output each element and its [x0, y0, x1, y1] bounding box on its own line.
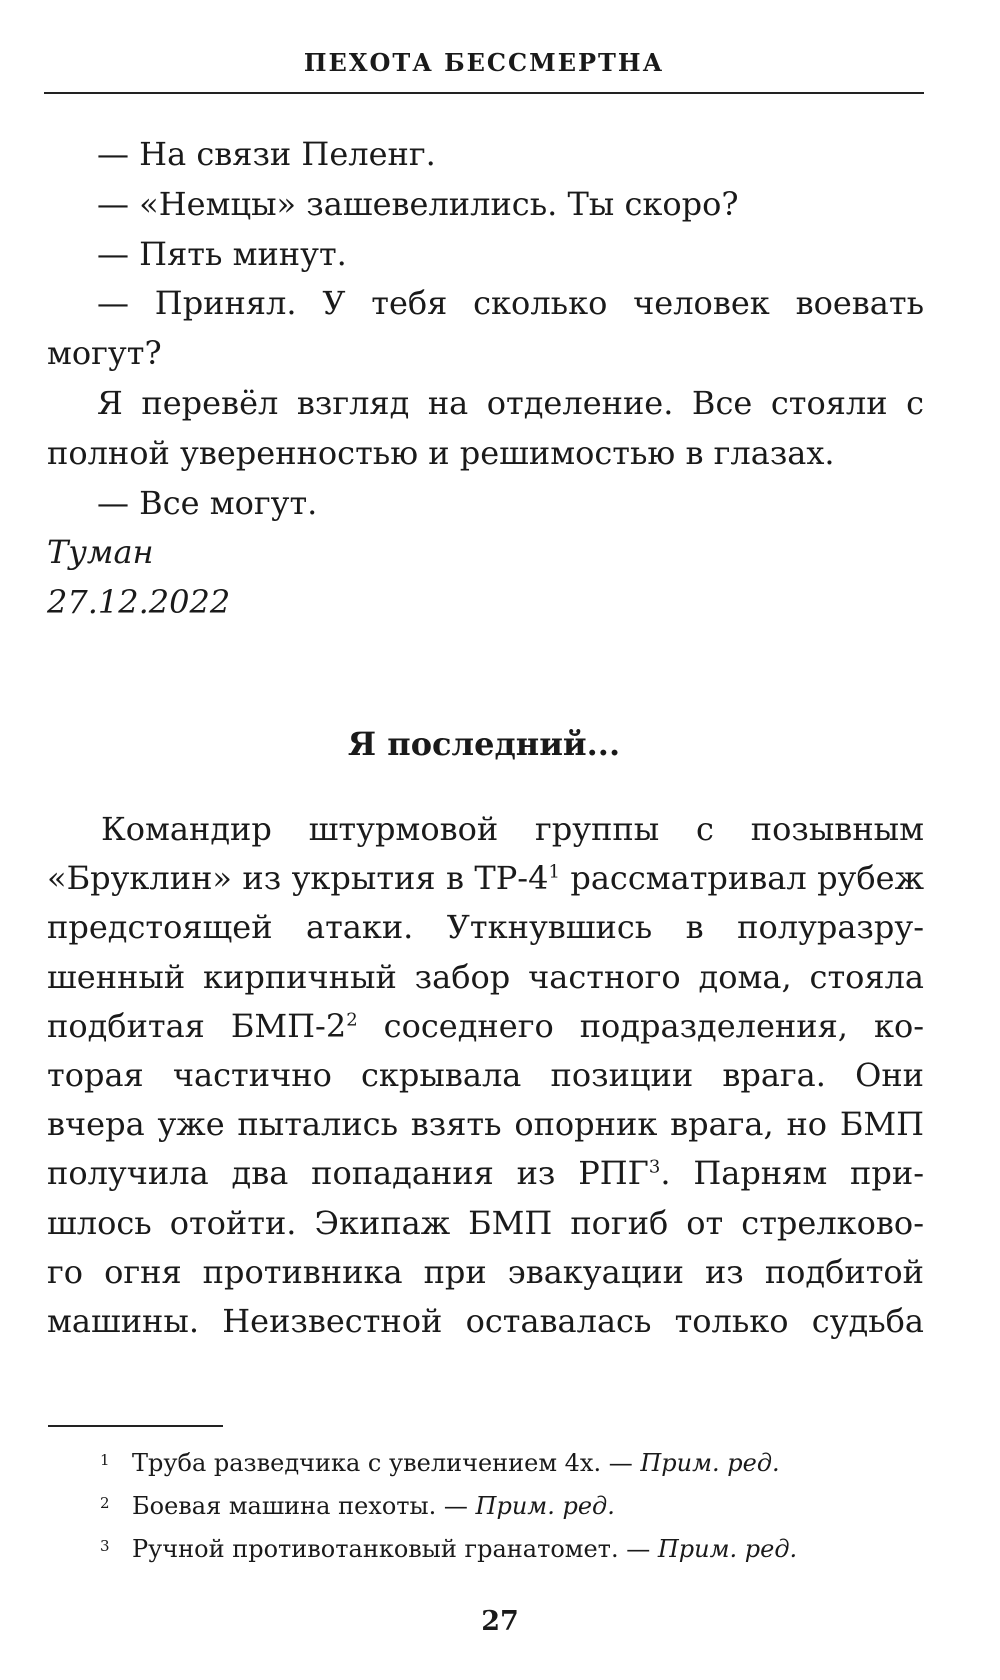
- story-line: Командир штурмовой группы с позывным: [101, 810, 924, 848]
- header-rule: [44, 92, 924, 94]
- story-line: машины. Неизвестной оставалась только судьба: [47, 1302, 924, 1341]
- dialogue-line: — Пять минут.: [97, 234, 347, 273]
- footnote-item: [100, 1440, 926, 1483]
- footnote-number: 3: [100, 1537, 110, 1555]
- story-line-part: подбитая БМП-2: [47, 1006, 347, 1045]
- footnote-text: Ручной противотанковый гранатомет. —: [132, 1535, 658, 1563]
- dialogue-line: — Принял. У тебя сколько человек воевать могут?: [47, 284, 924, 373]
- footnote-ref: 1: [548, 861, 560, 883]
- story-line: предстоящей атаки. Уткнувшись в полуразру-: [47, 908, 924, 947]
- dialogue-line: — На связи Пеленг.: [97, 135, 436, 173]
- dialogue-line: — Все могут.: [97, 483, 318, 522]
- footnote-number: 2: [100, 1494, 110, 1512]
- footnote-item: [100, 1483, 926, 1526]
- story-line-part: соседнего подразделения, ко-: [383, 1006, 925, 1045]
- dialogue-line: — «Немцы» зашевелились. Ты скоро?: [97, 184, 739, 223]
- story-line: го огня противника при эвакуации из подбитой: [47, 1252, 924, 1291]
- running-head: ПЕХОТА БЕССМЕРТНА: [303, 48, 665, 77]
- story-line: шенный кирпичный забор частного дома, стояла: [47, 957, 924, 996]
- story-line: [47, 1002, 924, 1051]
- story-line-part: получила два попадания из РПГ: [47, 1154, 649, 1193]
- story-line: торая частично скрывала позиции врага. Они: [47, 1056, 924, 1095]
- footnote-ref: 2: [346, 1009, 358, 1031]
- story-line-part: рассматривал рубеж: [570, 859, 925, 898]
- story-line: вчера уже пытались взять опорник врага, но БМП: [47, 1105, 924, 1144]
- footnote-editor-note: Прим. ред.: [657, 1535, 798, 1563]
- page-number: 27: [481, 1606, 519, 1637]
- section-title: Я последний...: [347, 725, 621, 763]
- footnote-editor-note: Прим. ред.: [475, 1492, 615, 1520]
- narration-paragraph: Я перевёл взгляд на отделение. Все стояли с полной уверенностью и решимостью в глазах.: [47, 383, 924, 472]
- story-line: [47, 1149, 924, 1198]
- dialogue-block: [47, 130, 924, 628]
- footnote-number: 1: [100, 1451, 110, 1469]
- signature-author: Туман: [47, 533, 154, 572]
- footnote-rule: [48, 1425, 223, 1427]
- story-line-part: . Парням при-: [660, 1154, 925, 1193]
- signature-date: 27.12.2022: [47, 583, 231, 622]
- footnote-text: Труба разведчика с увеличением 4х. —: [132, 1449, 641, 1477]
- story-line-part: «Бруклин» из укрытия в ТР-4: [47, 859, 549, 898]
- story-line: шлось отойти. Экипаж БМП погиб от стрелково-: [47, 1203, 924, 1242]
- story-paragraph: [47, 805, 924, 1346]
- footnote-editor-note: Прим. ред.: [640, 1449, 780, 1477]
- footnote-ref: 3: [648, 1156, 661, 1178]
- footnote-text: Боевая машина пехоты. —: [132, 1492, 476, 1520]
- story-line: [47, 854, 924, 903]
- footnotes: [100, 1440, 926, 1569]
- footnote-item: [100, 1526, 926, 1569]
